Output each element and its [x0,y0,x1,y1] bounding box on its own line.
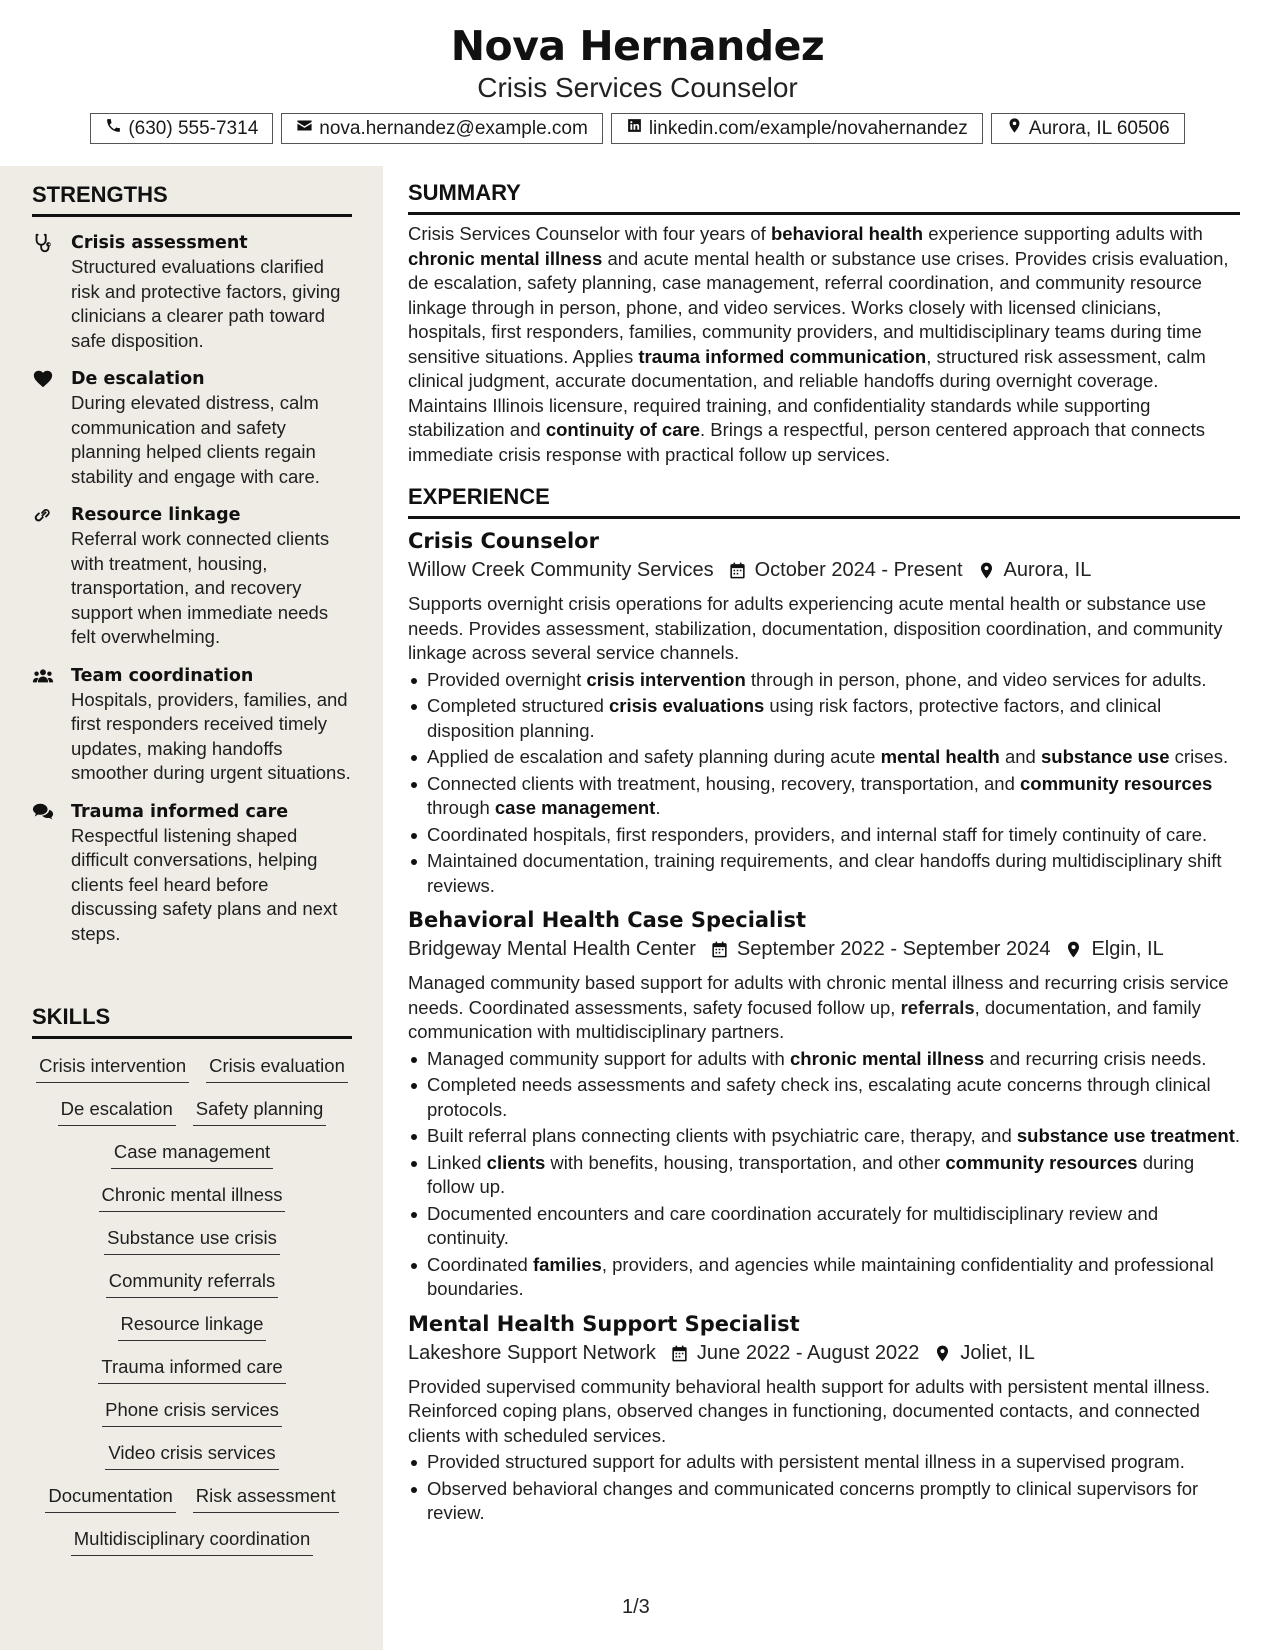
job-meta [408,938,1240,961]
skill-chip: Video crisis services [105,1442,278,1470]
strength-desc: Hospitals, providers, families, and first responders received timely updates, making handoffs smoother during urgent situations. [71,688,351,783]
skill-chip: Community referrals [106,1270,279,1298]
heart-icon [32,368,54,390]
contact-bar [0,113,1275,144]
stethoscope-icon [32,232,54,254]
job-company: Bridgeway Mental Health Center [408,938,696,960]
contact-email-text: nova.hernandez@example.com [319,117,588,139]
skill-chip: Crisis evaluation [206,1055,348,1083]
contact-phone[interactable] [90,113,273,144]
calendar-icon [728,561,747,580]
skill-chip: Safety planning [193,1098,327,1126]
skills-section [32,1004,352,1556]
map-pin-icon [1064,940,1083,959]
skill-chip: Trauma informed care [98,1356,285,1384]
strengths-section [32,182,352,946]
strengths-list [32,231,352,946]
list-item: Managed community support for adults with chronic mental illness and recurring crisis needs. [408,1047,1240,1072]
job-meta [408,1342,1240,1365]
job-description: Managed community based support for adults with chronic mental illness and recurring crisis service needs. Coordinated assessments, safety focused follow up, referrals, documentation, and family communication with multidisciplinary partners. [408,972,1229,1042]
strength-item [32,367,352,489]
job-entry [408,529,1240,898]
skills-heading: SKILLS [32,1004,352,1039]
calendar-icon [710,940,729,959]
list-item: Maintained documentation, training requirements, and clear handoffs during multidisciplinary shift reviews. [408,849,1240,898]
strength-name: Crisis assessment [71,233,248,253]
strengths-heading: STRENGTHS [32,182,352,217]
job-dates: September 2022 - September 2024 [736,938,1051,960]
job-location: Elgin, IL [1091,938,1164,960]
job-title: Behavioral Health Case Specialist [408,908,806,932]
strength-desc: Structured evaluations clarified risk and protective factors, giving clinicians a clearer path toward safe disposition. [71,256,341,351]
skill-chip: Substance use crisis [104,1227,280,1255]
job-company: Lakeshore Support Network [408,1341,656,1364]
contact-linkedin-text: linkedin.com/example/novahernandez [648,117,968,139]
phone-icon [105,117,122,140]
list-item: Documented encounters and care coordination accurately for multidisciplinary review and continuity. [408,1202,1240,1251]
strength-item [32,800,352,947]
skill-chip: Documentation [45,1485,175,1513]
strength-name: Resource linkage [71,505,241,525]
job-dates: October 2024 - Present [754,559,963,581]
job-title: Mental Health Support Specialist [408,1311,800,1336]
strength-name: De escalation [71,369,205,389]
job-entry [408,1312,1240,1526]
job-location: Aurora, IL [1003,559,1092,581]
strength-item [32,231,352,353]
list-item: Applied de escalation and safety planning during acute mental health and substance use crises. [408,745,1240,770]
job-dates: June 2022 - August 2022 [696,1341,920,1364]
job-bullets [408,668,1240,899]
candidate-name: Nova Hernandez [450,22,825,70]
skill-chip: Resource linkage [118,1313,267,1341]
main-column [408,180,1240,1528]
strength-desc: During elevated distress, calm communication and safety planning helped clients regain stability and engage with care. [71,392,320,487]
list-item: Observed behavioral changes and communicated concerns promptly to clinical supervisors for review. [408,1477,1240,1526]
envelope-icon [296,117,313,140]
strength-name: Team coordination [71,665,254,686]
strength-item [32,664,352,786]
sidebar [0,166,383,1650]
list-item: Coordinated hospitals, first responders, providers, and internal staff for timely continuity of care. [408,823,1240,848]
list-item: Built referral plans connecting clients with psychiatric care, therapy, and substance use treatment. [408,1124,1240,1149]
job-meta [408,559,1240,582]
summary-heading: SUMMARY [408,180,1240,215]
list-item: Provided overnight crisis intervention through in person, phone, and video services for adults. [408,668,1240,693]
skill-chip: De escalation [58,1098,176,1126]
contact-phone-text: (630) 555-7314 [128,117,259,139]
job-description: Supports overnight crisis operations for adults experiencing acute mental health or substance use needs. Provides assessment, stabilization, documentation, disposition coordination, and community linkage across several service channels. [408,593,1223,663]
skill-chip: Case management [111,1141,273,1169]
strength-desc: Referral work connected clients with treatment, housing, transportation, and recovery support when immediate needs felt overwhelming. [71,528,330,647]
job-bullets [408,1450,1240,1526]
linkedin-icon [626,117,643,140]
skill-chip: Chronic mental illness [99,1184,286,1212]
experience-heading: EXPERIENCE [408,484,1240,519]
job-company: Willow Creek Community Services [408,559,714,581]
strength-name: Trauma informed care [71,801,289,822]
contact-location[interactable] [991,113,1185,144]
job-entry [408,908,1240,1302]
link-icon [32,504,54,526]
list-item: Connected clients with treatment, housing, recovery, transportation, and community resources through case management. [408,772,1240,821]
candidate-title: Crisis Services Counselor [477,72,798,103]
list-item: Linked clients with benefits, housing, transportation, and other community resources during follow up. [408,1151,1240,1200]
skill-chip: Multidisciplinary coordination [71,1528,314,1556]
job-location: Joliet, IL [960,1341,1035,1364]
list-item: Coordinated families, providers, and agencies while maintaining confidentiality and professional boundaries. [408,1253,1240,1302]
comments-icon [32,801,54,823]
map-pin-icon [1006,117,1023,140]
strength-desc: Respectful listening shaped difficult conversations, helping clients feel heard before discussing safety plans and next steps. [71,824,338,944]
page-number: 1/3 [622,1596,650,1618]
contact-location-text: Aurora, IL 60506 [1028,117,1170,139]
skill-chip: Risk assessment [193,1485,339,1513]
contact-linkedin[interactable] [611,113,983,144]
skill-chip: Phone crisis services [102,1399,282,1427]
calendar-icon [670,1344,689,1363]
list-item: Provided structured support for adults with persistent mental illness in a supervised program. [408,1450,1240,1475]
strength-item [32,503,352,650]
experience-list [408,529,1240,1526]
list-item: Completed structured crisis evaluations using risk factors, protective factors, and clinical disposition planning. [408,694,1240,743]
job-bullets [408,1047,1240,1302]
users-icon [32,665,54,687]
skill-chip: Crisis intervention [36,1055,189,1083]
map-pin-icon [977,561,996,580]
contact-email[interactable] [281,113,603,144]
job-description: Provided supervised community behavioral health support for adults with persistent mental illness. Reinforced coping plans, observed changes in functioning, documented contacts, and connected clients with scheduled services. [408,1375,1211,1446]
skills-list [32,1055,352,1556]
summary-text: Crisis Services Counselor with four years of behavioral health experience supporting adults with chronic mental illness and acute mental health or substance use crises. Provides crisis evaluation, de escalation, safety planning, case management, referral coordination, and community resource linkage through in person, phone, and video services. Works closely with licensed clinicians, hospitals, first responders, families, community providers, and multidisciplinary teams during time sensitive situations. Applies trauma informed communication, structured risk assessment, calm clinical judgment, accurate documentation, and reliable handoffs during overnight coverage. Maintains Illinois licensure, required training, and confidentiality standards while supporting stabilization and continuity of care. Brings a respectful, person centered approach that connects immediate crisis response with practical follow up services. [408,223,1229,465]
job-title: Crisis Counselor [408,529,599,553]
map-pin-icon [933,1344,952,1363]
list-item: Completed needs assessments and safety check ins, escalating acute concerns through clinical protocols. [408,1073,1240,1122]
